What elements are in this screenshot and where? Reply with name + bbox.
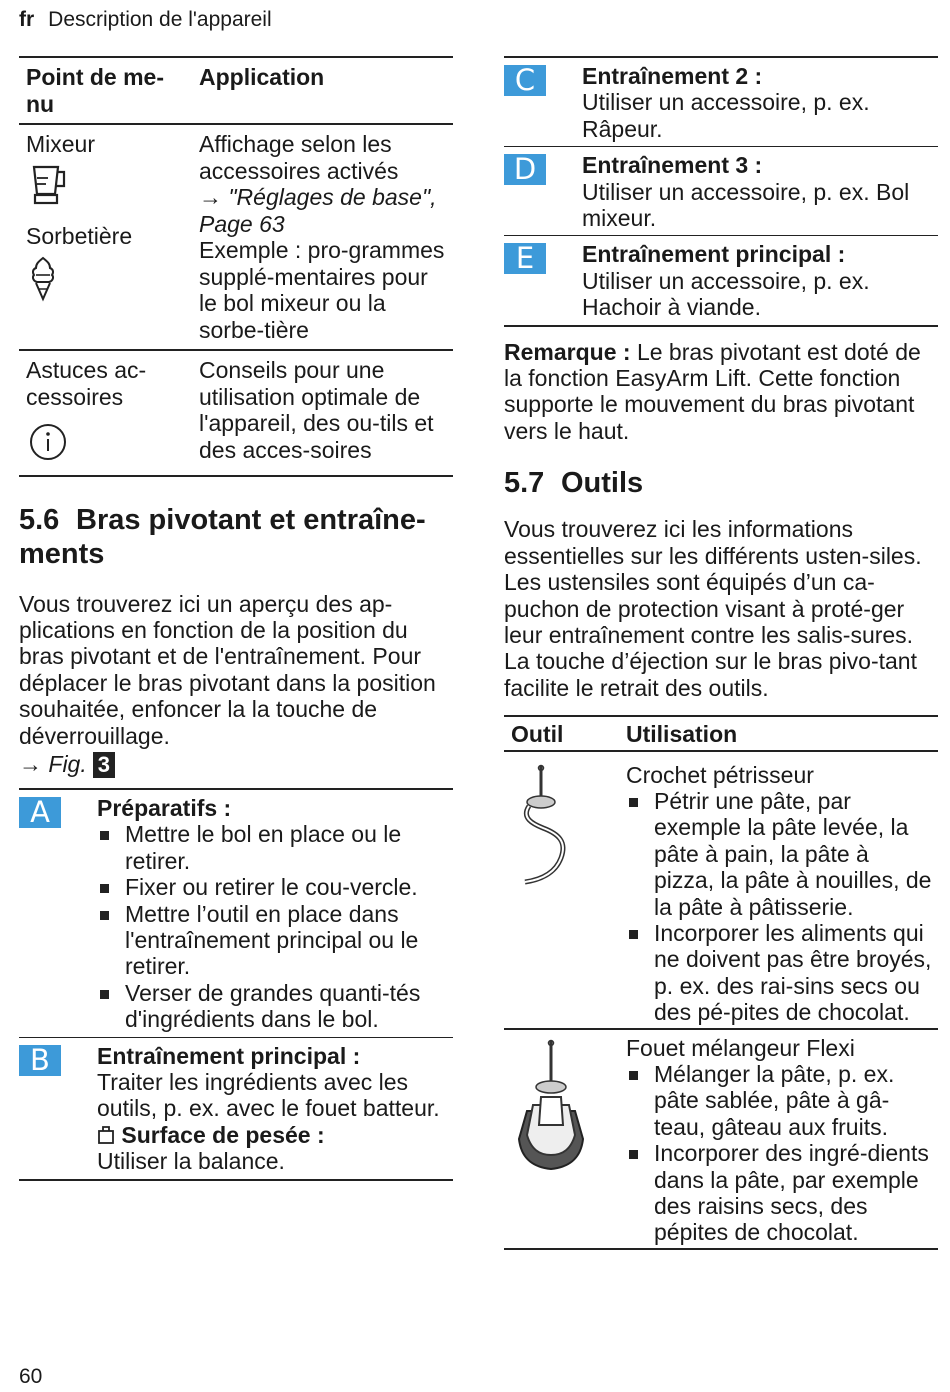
application-example: Exemple : pro-grammes supplé-mentaires pour le bol mixeur ou la sorbe-tière (199, 237, 445, 343)
tools-table (504, 715, 938, 1250)
position-b (19, 1038, 453, 1179)
tools-paragraph: Vous trouverez ici les informations essentielles sur les différents usten-siles. (504, 516, 922, 569)
settings-page-link[interactable]: → "Réglages de base", Page 63 (199, 184, 437, 237)
section-title: Outils (561, 467, 644, 500)
list-item: Incorporer des ingré-dients dans la pâte, par exemple des raisins secs, des pépites de chocolat. (626, 1140, 932, 1246)
position-letter: C (504, 65, 546, 96)
ice-cream-icon (28, 256, 186, 308)
table-row (504, 751, 938, 1029)
tool-col-header: Outil (504, 716, 619, 750)
list-item: Fixer ou retirer le cou-vercle. (97, 874, 453, 900)
figure-number: 3 (93, 752, 115, 778)
weighing-surface-text: Utiliser la balance. (97, 1148, 285, 1175)
tools-paragraph: Les ustensiles sont équipés d’un ca-puchon de protection visant à proté-ger leur entraînement contre les salis-sures. (504, 569, 914, 648)
list-item: Mettre le bol en place ou le retirer. (97, 821, 453, 874)
figure-reference[interactable]: → Fig. 3 (19, 751, 453, 778)
list-item: Incorporer les aliments qui ne doivent pas être broyés, p. ex. des rai-sins secs ou des pé-pites de chocolat. (626, 920, 932, 1026)
application-text: Conseils pour une utilisation optimale de l'appareil, des ou-tils et des acces-soires (192, 350, 453, 476)
list-item: Pétrir une pâte, par exemple la pâte levée, la pâte à pain, la pâte à pizza, la pâte à nouilles, de la pâte à pâtisserie. (626, 788, 932, 920)
table-row (504, 1029, 938, 1249)
section-intro: Vous trouverez ici un aperçu des ap-plications en fonction de la position du bras pivotant et de l'entraînement. Pour déplacer le bras pivotant dans la position souhaitée, enfoncer la la touche de déverrouillage. (19, 590, 436, 749)
application-text: Affichage selon les accessoires activés (199, 131, 399, 184)
section-heading-5-7: 5.7 Outils (504, 467, 644, 500)
tool-name: Fouet mélangeur Flexi (626, 1034, 855, 1061)
list-item: Verser de grandes quanti-tés d'ingrédients dans le bol. (97, 980, 453, 1033)
position-text: Traiter les ingrédients avec les outils, p. ex. avec le fouet batteur. (97, 1069, 440, 1122)
list-item: Mettre l’outil en place dans l'entraînement principal ou le retirer. (97, 901, 453, 980)
section-heading-5-6: 5.6 Bras pivotant et entraîne-ments (19, 503, 426, 570)
language-code: fr (19, 8, 35, 31)
position-d (504, 147, 938, 235)
right-column (504, 56, 938, 1250)
position-title: Entraînement principal : (582, 241, 846, 268)
menu-col-header: Point de me-nu (19, 57, 192, 124)
info-icon (28, 422, 186, 468)
usage-col-header: Utilisation (619, 716, 938, 750)
position-text: Utiliser un accessoire, p. ex. Bol mixeur. (582, 178, 910, 232)
blender-jar-icon (28, 164, 186, 214)
position-letter: A (19, 797, 61, 828)
section-name: Description de l'appareil (48, 8, 272, 31)
menu-item-label: Mixeur (26, 131, 96, 157)
remark-text: Le bras pivotant est doté de la fonction EasyArm Lift. Cette fonction supporte le mouvement du bras pivotant vers le haut. (504, 338, 921, 444)
remark-label: Remarque : (504, 338, 631, 365)
tools-paragraph: La touche d’éjection sur le bras pivo-tant facilite le retrait des outils. (504, 648, 917, 701)
position-title: Entraînement 2 : (582, 63, 763, 89)
menu-item-label: Sorbetière (26, 223, 133, 249)
table-row (19, 350, 453, 476)
menu-table (19, 56, 453, 477)
table-row (19, 124, 453, 350)
page-header (19, 8, 272, 32)
position-c (504, 58, 938, 146)
position-text: Utiliser un accessoire, p. ex. Hachoir à viande. (582, 267, 870, 321)
position-letter: D (504, 154, 546, 185)
position-text: Utiliser un accessoire, p. ex. Râpeur. (582, 89, 870, 142)
menu-item-label: Astuces ac-cessoires (26, 357, 147, 410)
page-number: 60 (19, 1365, 43, 1388)
position-e (504, 236, 938, 324)
position-a (19, 790, 453, 1037)
position-title: Préparatifs : (97, 794, 232, 821)
dough-hook-icon (511, 871, 585, 897)
position-letter: E (504, 243, 546, 274)
remark-note (504, 339, 938, 445)
position-title: Entraînement 3 : (582, 152, 763, 179)
scale-icon (97, 1122, 115, 1148)
position-letter: B (19, 1045, 61, 1076)
left-column (19, 56, 453, 1181)
application-col-header: Application (192, 57, 453, 124)
position-title: Entraînement principal : (97, 1042, 361, 1069)
section-title: Bras pivotant et entraîne-ments (19, 503, 426, 570)
list-item: Mélanger la pâte, p. ex. pâte sablée, pâte à gâ-teau, gâteau aux fruits. (626, 1061, 932, 1140)
flexi-whisk-icon (511, 1154, 591, 1180)
weighing-surface-title: Surface de pesée : (121, 1121, 325, 1148)
tool-name: Crochet pétrisseur (626, 761, 814, 788)
